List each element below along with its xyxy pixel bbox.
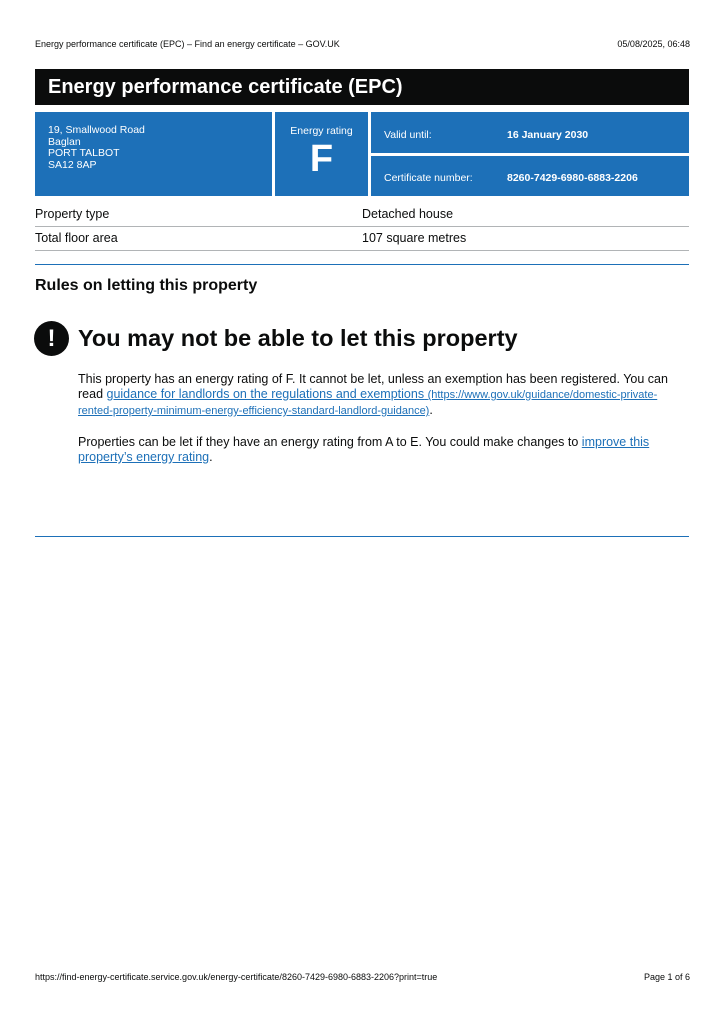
address-postcode: SA12 8AP — [48, 158, 97, 171]
energy-rating-value: F — [309, 138, 334, 180]
summary-row-property-type — [35, 203, 689, 227]
summary-key: Total floor area — [35, 231, 118, 245]
certificate-number-label: Certificate number: — [384, 172, 473, 184]
page-title: Energy performance certificate (EPC) — [35, 69, 689, 105]
landlord-guidance-link[interactable] — [78, 387, 657, 417]
improve-rating-link[interactable]: improve this property’s energy rating — [78, 435, 650, 464]
energy-rating-box — [275, 112, 368, 196]
print-datetime: 05/08/2025, 06:48 — [617, 39, 690, 49]
section-divider — [35, 264, 689, 265]
property-address — [35, 112, 272, 196]
epc-summary-panel — [35, 112, 689, 196]
warning-heading: You may not be able to let this property — [78, 325, 518, 351]
print-url: https://find-energy-certificate.service.gov.uk/energy-certificate/8260-7429-6980-6883-2206?print=true — [35, 972, 438, 982]
print-page-title: Energy performance certificate (EPC) – Find an energy certificate – GOV.UK — [35, 39, 340, 49]
letting-rules-paragraph — [78, 372, 678, 419]
certificate-number-box — [371, 156, 689, 196]
rules-heading: Rules on letting this property — [35, 277, 258, 294]
landlord-guidance-link-text: guidance for landlords on the regulations and exemptions — [106, 387, 425, 401]
summary-value: 107 square metres — [362, 231, 467, 245]
summary-value: Detached house — [362, 207, 454, 221]
paragraph-text: . — [429, 403, 433, 417]
paragraph-text: . — [209, 450, 213, 464]
address-line-1: 19, Smallwood Road — [48, 124, 145, 136]
landlord-guidance-url: (https://www.gov.uk/guidance/domestic-private-rented-property-minimum-energy-efficiency-standard-landlord-guidance) — [78, 389, 658, 417]
property-summary-list — [35, 203, 689, 251]
energy-rating-label: Energy rating — [290, 125, 353, 137]
paragraph-text: This property has an energy rating of F. It cannot be let, unless an exemption has been registered. You can read — [78, 372, 668, 401]
address-line-2: Baglan — [48, 135, 81, 148]
improvement-paragraph — [78, 435, 678, 465]
summary-key: Property type — [35, 207, 110, 221]
exclamation-icon: ! — [34, 321, 69, 356]
valid-until-box — [371, 112, 689, 153]
section-divider — [35, 536, 689, 537]
address-line-3: PORT TALBOT — [48, 147, 120, 159]
certificate-number-value: 8260-7429-6980-6883-2206 — [507, 172, 638, 184]
valid-until-label: Valid until: — [384, 129, 432, 141]
summary-row-floor-area — [35, 227, 689, 251]
paragraph-text: Properties can be let if they have an energy rating from A to E. You could make changes to — [78, 435, 582, 449]
page-number: Page 1 of 6 — [643, 972, 690, 982]
valid-until-value: 16 January 2030 — [507, 129, 589, 141]
